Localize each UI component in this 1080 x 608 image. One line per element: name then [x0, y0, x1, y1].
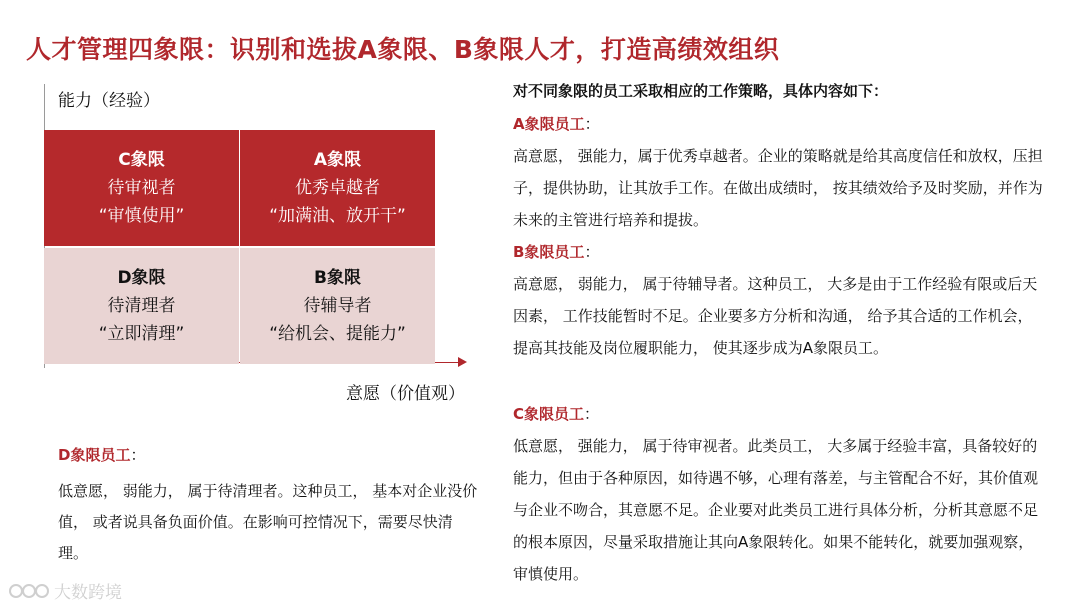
strategy-intro: 对不同象限的员工采取相应的工作策略，具体内容如下： — [513, 82, 889, 100]
d-section-heading — [58, 444, 145, 465]
page-title: 人才管理四象限：识别和选拔A象限、B象限人才，打造高绩效组织 — [26, 35, 780, 64]
d-section-heading-text: D象限员工 — [58, 446, 131, 464]
quadrant-d-name: D象限 — [117, 267, 166, 288]
watermark — [8, 578, 122, 603]
d-section-body: 低意愿， 弱能力， 属于待清理者。这种员工， 基本对企业没价值， 或者说具备负面价值。在影响可控情况下，需要尽快清理。 — [58, 482, 478, 562]
quadrant-a — [240, 130, 435, 246]
quadrant-a-name: A象限 — [313, 149, 362, 170]
b-section-colon: ： — [584, 243, 600, 261]
logo-icon — [8, 582, 50, 600]
quadrant-b — [240, 248, 435, 364]
quadrant-c-desc: 待审视者 — [107, 177, 176, 198]
c-section-colon: ： — [584, 405, 600, 423]
quadrant-b-name: B象限 — [314, 267, 361, 288]
a-section-heading-text: A象限员工 — [513, 115, 585, 133]
a-section-colon: ： — [584, 115, 600, 133]
quadrant-b-quote: “给机会、提能力” — [269, 324, 406, 345]
c-section-heading — [513, 403, 599, 424]
a-section-body: 高意愿， 强能力，属于优秀卓越者。企业的策略就是给其高度信任和放权，压担子，提供协助，让其放手工作。在做出成绩时， 按其绩效给予及时奖励，并作为未来的主管进行培养和提拔。 — [513, 147, 1043, 229]
c-section-body: 低意愿， 强能力， 属于待审视者。此类员工， 大多属于经验丰富，具备较好的能力，但由于各种原因，如待遇不够，心理有落差，与主管配合不好，其价值观与企业不吻合，其意愿不足。企业要对此类员工进行具体分析，分析其意愿不足的根本原因，尽量采取措施让其向A象限转化。如果不能转化，就要加强观察，审慎使用。 — [513, 437, 1039, 583]
b-section-heading-text: B象限员工 — [513, 243, 585, 261]
d-section-colon: ： — [130, 446, 146, 464]
quadrant-c-quote: “审慎使用” — [98, 206, 185, 227]
watermark-text: 大数跨境 — [54, 583, 122, 603]
x-axis-arrow-icon — [458, 357, 467, 367]
quadrant-d — [44, 248, 239, 364]
b-section-heading — [513, 241, 599, 262]
quadrant-d-quote: “立即清理” — [98, 324, 185, 345]
b-section-body: 高意愿， 弱能力， 属于待辅导者。这种员工， 大多是由于工作经验有限或后天因素， 工作技能暂时不足。企业要多方分析和沟通， 给予其合适的工作机会， 提高其技能及岗位履职能力， 使其逐步成为A象限员工。 — [513, 275, 1038, 357]
quadrant-c — [44, 130, 239, 246]
quadrant-a-quote: “加满油、放开干” — [269, 206, 406, 227]
a-section-heading — [513, 113, 600, 134]
quadrant-a-desc: 优秀卓越者 — [295, 177, 380, 198]
quadrant-d-desc: 待清理者 — [107, 295, 176, 316]
quadrant-b-desc: 待辅导者 — [303, 295, 372, 316]
x-axis-label: 意愿（价值观） — [346, 384, 465, 404]
c-section-heading-text: C象限员工 — [513, 405, 585, 423]
quadrant-c-name: C象限 — [118, 149, 165, 170]
y-axis-label: 能力（经验） — [58, 91, 160, 111]
